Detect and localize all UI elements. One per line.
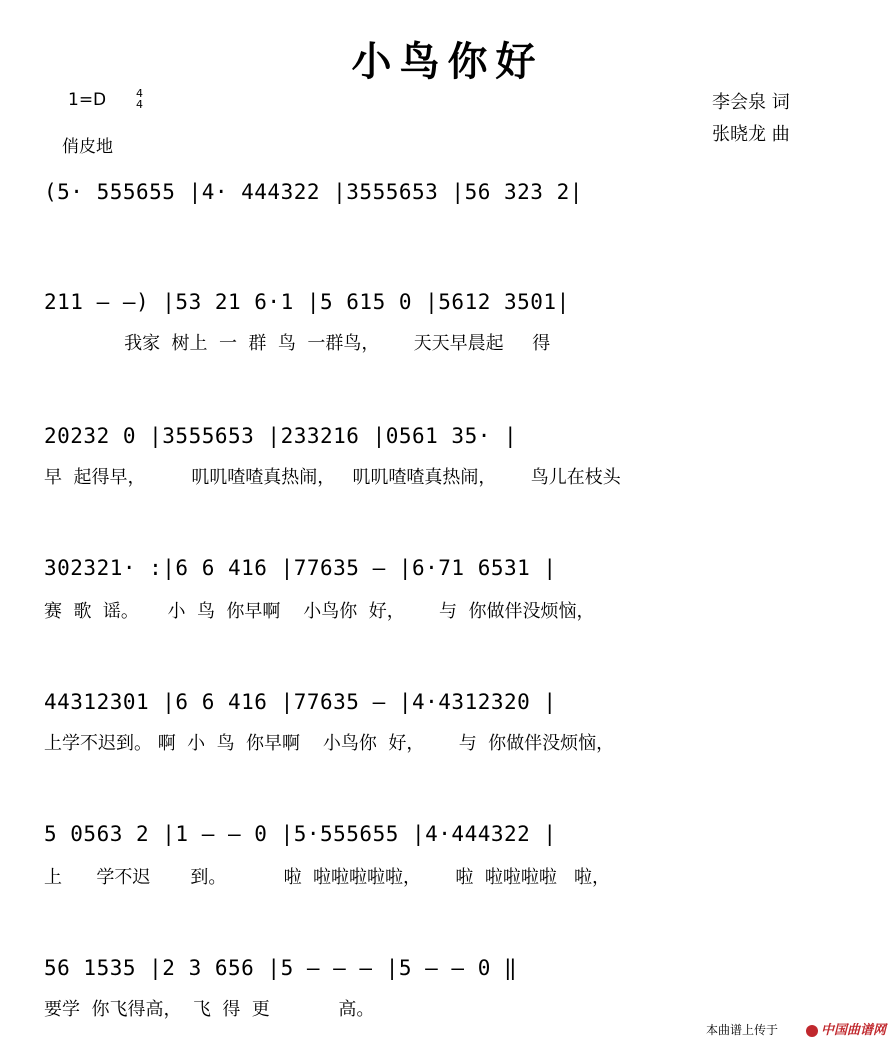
time-signature [136, 88, 143, 110]
composer-credit: 张晓龙 曲 [712, 124, 790, 145]
lyricist-credit: 李会泉 词 [712, 92, 790, 113]
lyrics-row-5: 上学不迟到。 啊 小 鸟 你早啊 小鸟你 好， 与 你做伴没烦恼， [44, 733, 615, 754]
meter-top: 4 [136, 87, 143, 100]
notation-row-7: 56 1535 |2 3 656 |5 — — — |5 — — 0 ‖ [44, 956, 518, 980]
lyrics-row-7: 要学 你飞得高， 飞 得 更 高。 [44, 999, 375, 1020]
notation-row-2: 211 — —) |53 21 6·1 |5 615 0 |5612 3501| [44, 290, 570, 314]
key-signature: 1=D [68, 90, 107, 110]
meter-bottom: 4 [136, 98, 143, 111]
lyrics-row-6: 上 学不迟 到。 啦 啦啦啦啦啦， 啦 啦啦啦啦 啦， [44, 867, 610, 888]
site-name: 中国曲谱网 [821, 1023, 887, 1038]
notation-row-6: 5 0563 2 |1 — — 0 |5·555655 |4·444322 | [44, 822, 557, 846]
tempo-mood: 俏皮地 [62, 137, 113, 157]
upload-note: 本曲谱上传于 [706, 1023, 779, 1037]
notation-row-5: 44312301 |6 6 416 |77635 — |4·4312320 | [44, 690, 557, 714]
logo-icon [806, 1025, 818, 1037]
lyrics-row-4: 赛 歌 谣。 小 鸟 你早啊 小鸟你 好， 与 你做伴没烦恼， [44, 601, 595, 622]
lyrics-row-2: 我家 树上 一 群 鸟 一群鸟， 天天早晨起 得 [44, 333, 551, 354]
lyrics-row-3: 早 起得早， 叽叽喳喳真热闹， 叽叽喳喳真热闹， 鸟儿在枝头 [44, 467, 621, 488]
site-logo[interactable] [806, 1019, 886, 1038]
notation-row-3: 20232 0 |3555653 |233216 |0561 35· | [44, 424, 518, 448]
notation-row-1: (5· 555655 |4· 444322 |3555653 |56 323 2| [44, 180, 583, 204]
song-title: 小鸟你好 [351, 38, 544, 85]
notation-row-4: 302321· :|6 6 416 |77635 — |6·71 6531 | [44, 556, 557, 580]
